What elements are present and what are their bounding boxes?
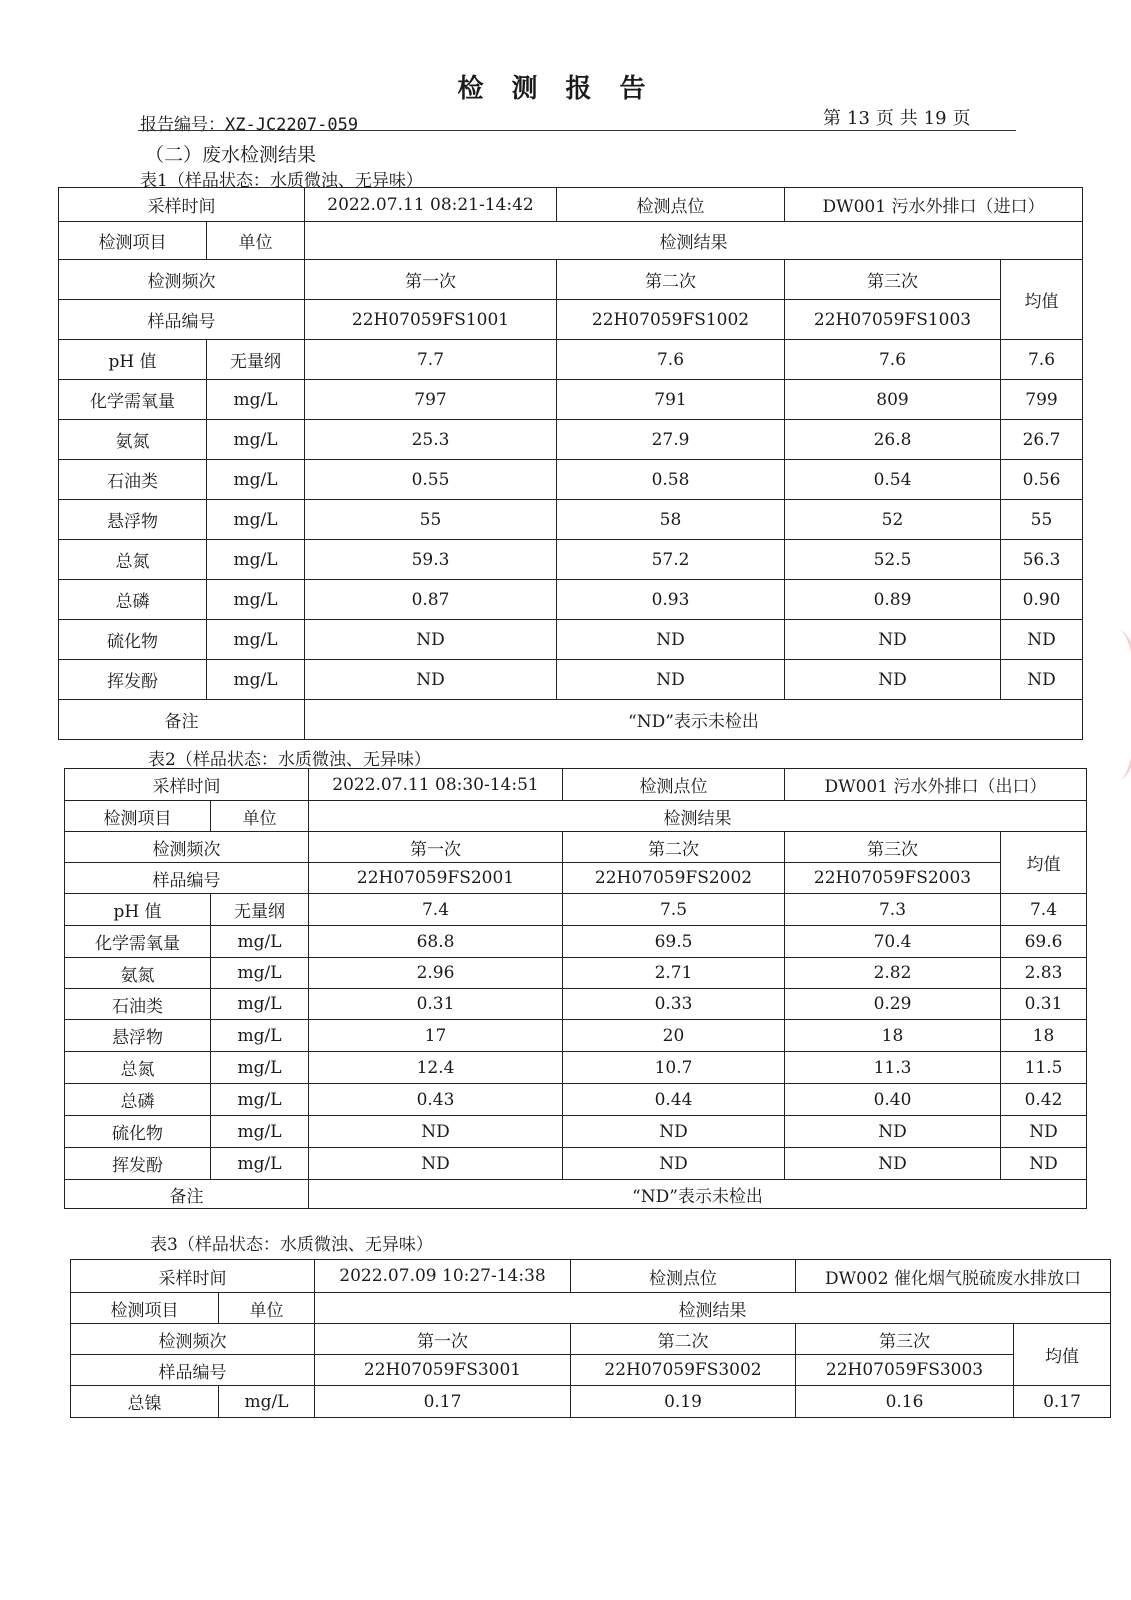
stamp-mark xyxy=(1096,630,1131,780)
value-cell: 27.9 xyxy=(557,420,785,460)
table-row xyxy=(59,660,1083,700)
section-title: （二）废水检测结果 xyxy=(145,144,317,166)
item-cell: 硫化物 xyxy=(59,620,207,660)
avg-cell: 0.90 xyxy=(1001,580,1083,620)
header-rule xyxy=(138,130,1016,131)
value-cell: ND xyxy=(309,1116,563,1148)
location-label: 检测点位 xyxy=(557,188,785,222)
unit-cell: 无量纲 xyxy=(211,894,309,926)
avg-cell: ND xyxy=(1001,620,1083,660)
table-row xyxy=(65,958,1087,989)
value-cell: 7.7 xyxy=(305,340,557,380)
sampling-time-value: 2022.07.09 10:27-14:38 xyxy=(315,1260,571,1293)
item-cell: 化学需氧量 xyxy=(65,926,211,958)
value-cell: 17 xyxy=(309,1020,563,1052)
unit-header: 单位 xyxy=(211,801,309,832)
avg-header: 均值 xyxy=(1001,832,1087,894)
unit-cell: 无量纲 xyxy=(207,340,305,380)
value-cell: 26.8 xyxy=(785,420,1001,460)
frequency-label: 检测频次 xyxy=(71,1324,315,1355)
remark-value: “ND”表示未检出 xyxy=(305,700,1083,740)
item-cell: 总磷 xyxy=(65,1084,211,1116)
frequency-label: 检测频次 xyxy=(65,832,309,863)
value-cell: 57.2 xyxy=(557,540,785,580)
value-cell: 0.16 xyxy=(796,1386,1014,1418)
value-cell: 68.8 xyxy=(309,926,563,958)
value-cell: 69.5 xyxy=(563,926,785,958)
value-cell: 0.31 xyxy=(309,989,563,1020)
item-cell: 硫化物 xyxy=(65,1116,211,1148)
sample-no-3: 22H07059FS2003 xyxy=(785,863,1001,894)
table-row xyxy=(59,500,1083,540)
sample-no-3: 22H07059FS1003 xyxy=(785,300,1001,340)
item-cell: 化学需氧量 xyxy=(59,380,207,420)
sample-no-label: 样品编号 xyxy=(71,1355,315,1386)
avg-header: 均值 xyxy=(1014,1324,1111,1386)
table3 xyxy=(70,1259,1111,1418)
result-header: 检测结果 xyxy=(305,222,1083,260)
unit-cell: mg/L xyxy=(211,1052,309,1084)
location-label: 检测点位 xyxy=(563,769,785,801)
value-cell: ND xyxy=(785,1148,1001,1180)
value-cell: ND xyxy=(305,660,557,700)
sample-no-3: 22H07059FS3003 xyxy=(796,1355,1014,1386)
value-cell: 0.40 xyxy=(785,1084,1001,1116)
table3-caption: 表3（样品状态：水质微浊、无异味） xyxy=(150,1235,433,1255)
value-cell: 10.7 xyxy=(563,1052,785,1084)
table-row xyxy=(59,580,1083,620)
value-cell: ND xyxy=(557,620,785,660)
table1-caption: 表1（样品状态：水质微浊、无异味） xyxy=(140,171,423,191)
result-header: 检测结果 xyxy=(309,801,1087,832)
avg-cell: 799 xyxy=(1001,380,1083,420)
value-cell: 0.19 xyxy=(571,1386,796,1418)
sample-no-2: 22H07059FS2002 xyxy=(563,863,785,894)
table-row xyxy=(59,460,1083,500)
avg-cell: 55 xyxy=(1001,500,1083,540)
value-cell: 797 xyxy=(305,380,557,420)
avg-cell: 11.5 xyxy=(1001,1052,1087,1084)
location-label: 检测点位 xyxy=(571,1260,796,1293)
avg-cell: 0.17 xyxy=(1014,1386,1111,1418)
sampling-time-label: 采样时间 xyxy=(65,769,309,801)
table-row xyxy=(59,340,1083,380)
item-header: 检测项目 xyxy=(65,801,211,832)
value-cell: 0.87 xyxy=(305,580,557,620)
value-cell: ND xyxy=(785,660,1001,700)
item-header: 检测项目 xyxy=(59,222,207,260)
table2 xyxy=(64,768,1087,1209)
avg-cell: 56.3 xyxy=(1001,540,1083,580)
unit-header: 单位 xyxy=(207,222,305,260)
value-cell: 25.3 xyxy=(305,420,557,460)
item-cell: pH 值 xyxy=(59,340,207,380)
avg-cell: 0.31 xyxy=(1001,989,1087,1020)
sampling-time-label: 采样时间 xyxy=(71,1260,315,1293)
value-cell: 70.4 xyxy=(785,926,1001,958)
page-info xyxy=(820,104,974,130)
sample-no-label: 样品编号 xyxy=(65,863,309,894)
value-cell: 0.29 xyxy=(785,989,1001,1020)
third-header: 第三次 xyxy=(785,260,1001,300)
sampling-time-value: 2022.07.11 08:21-14:42 xyxy=(305,188,557,222)
sample-no-1: 22H07059FS2001 xyxy=(309,863,563,894)
value-cell: 0.54 xyxy=(785,460,1001,500)
unit-cell: mg/L xyxy=(211,1020,309,1052)
value-cell: 0.43 xyxy=(309,1084,563,1116)
value-cell: 20 xyxy=(563,1020,785,1052)
item-cell: 石油类 xyxy=(65,989,211,1020)
table-row xyxy=(65,894,1087,926)
second-header: 第二次 xyxy=(563,832,785,863)
unit-cell: mg/L xyxy=(207,660,305,700)
value-cell: 7.6 xyxy=(557,340,785,380)
unit-cell: mg/L xyxy=(219,1386,315,1418)
value-cell: 2.96 xyxy=(309,958,563,989)
item-cell: pH 值 xyxy=(65,894,211,926)
value-cell: 12.4 xyxy=(309,1052,563,1084)
second-header: 第二次 xyxy=(557,260,785,300)
value-cell: ND xyxy=(563,1116,785,1148)
value-cell: 58 xyxy=(557,500,785,540)
value-cell: 791 xyxy=(557,380,785,420)
value-cell: 18 xyxy=(785,1020,1001,1052)
unit-cell: mg/L xyxy=(207,420,305,460)
value-cell: 11.3 xyxy=(785,1052,1001,1084)
sampling-time-value: 2022.07.11 08:30-14:51 xyxy=(309,769,563,801)
table-row xyxy=(65,989,1087,1020)
page-prefix: 第 xyxy=(823,108,841,129)
avg-cell: ND xyxy=(1001,1116,1087,1148)
sample-no-label: 样品编号 xyxy=(59,300,305,340)
unit-cell: mg/L xyxy=(211,1148,309,1180)
value-cell: 52 xyxy=(785,500,1001,540)
avg-cell: 2.83 xyxy=(1001,958,1087,989)
unit-cell: mg/L xyxy=(207,540,305,580)
item-cell: 氨氮 xyxy=(59,420,207,460)
item-cell: 挥发酚 xyxy=(65,1148,211,1180)
table2-caption: 表2（样品状态：水质微浊、无异味） xyxy=(148,750,431,770)
avg-cell: 26.7 xyxy=(1001,420,1083,460)
remark-label: 备注 xyxy=(59,700,305,740)
table-row xyxy=(65,926,1087,958)
avg-cell: 69.6 xyxy=(1001,926,1087,958)
sample-no-2: 22H07059FS3002 xyxy=(571,1355,796,1386)
third-header: 第三次 xyxy=(785,832,1001,863)
unit-cell: mg/L xyxy=(207,380,305,420)
value-cell: 0.89 xyxy=(785,580,1001,620)
result-header: 检测结果 xyxy=(315,1293,1111,1324)
avg-cell: 7.6 xyxy=(1001,340,1083,380)
unit-cell: mg/L xyxy=(207,460,305,500)
table-row xyxy=(65,1020,1087,1052)
sample-no-2: 22H07059FS1002 xyxy=(557,300,785,340)
avg-cell: 0.56 xyxy=(1001,460,1083,500)
table-row xyxy=(59,540,1083,580)
value-cell: 0.44 xyxy=(563,1084,785,1116)
value-cell: 59.3 xyxy=(305,540,557,580)
value-cell: 2.71 xyxy=(563,958,785,989)
location-value: DW001 污水外排口（进口） xyxy=(785,188,1083,222)
value-cell: 0.93 xyxy=(557,580,785,620)
item-header: 检测项目 xyxy=(71,1293,219,1324)
value-cell: 0.55 xyxy=(305,460,557,500)
page-number: 13 xyxy=(847,108,870,129)
value-cell: 809 xyxy=(785,380,1001,420)
value-cell: 7.3 xyxy=(785,894,1001,926)
unit-cell: mg/L xyxy=(211,1084,309,1116)
unit-cell: mg/L xyxy=(211,989,309,1020)
unit-cell: mg/L xyxy=(211,926,309,958)
value-cell: 7.4 xyxy=(309,894,563,926)
first-header: 第一次 xyxy=(309,832,563,863)
unit-cell: mg/L xyxy=(211,1116,309,1148)
third-header: 第三次 xyxy=(796,1324,1014,1355)
item-cell: 悬浮物 xyxy=(59,500,207,540)
table1 xyxy=(58,187,1083,740)
item-cell: 氨氮 xyxy=(65,958,211,989)
report-number-label: 报告编号： xyxy=(140,115,225,135)
value-cell: ND xyxy=(309,1148,563,1180)
value-cell: 52.5 xyxy=(785,540,1001,580)
avg-cell: ND xyxy=(1001,1148,1087,1180)
item-cell: 总镍 xyxy=(71,1386,219,1418)
table-row xyxy=(65,1116,1087,1148)
item-cell: 悬浮物 xyxy=(65,1020,211,1052)
value-cell: 7.5 xyxy=(563,894,785,926)
sampling-time-label: 采样时间 xyxy=(59,188,305,222)
table-row xyxy=(65,1052,1087,1084)
report-number xyxy=(140,110,358,135)
unit-cell: mg/L xyxy=(207,500,305,540)
location-value: DW001 污水外排口（出口） xyxy=(785,769,1087,801)
first-header: 第一次 xyxy=(305,260,557,300)
item-cell: 挥发酚 xyxy=(59,660,207,700)
value-cell: 7.6 xyxy=(785,340,1001,380)
value-cell: ND xyxy=(785,1116,1001,1148)
table-row xyxy=(65,1148,1087,1180)
value-cell: 0.58 xyxy=(557,460,785,500)
sample-no-1: 22H07059FS3001 xyxy=(315,1355,571,1386)
page-suffix: 页 xyxy=(952,108,971,129)
table-row xyxy=(71,1386,1111,1418)
avg-header: 均值 xyxy=(1001,260,1083,340)
item-cell: 总氮 xyxy=(65,1052,211,1084)
avg-cell: ND xyxy=(1001,660,1083,700)
page-mid: 页 共 xyxy=(875,108,918,129)
report-number-value: XZ-JC2207-059 xyxy=(225,115,359,135)
value-cell: ND xyxy=(557,660,785,700)
sample-no-1: 22H07059FS1001 xyxy=(305,300,557,340)
value-cell: ND xyxy=(785,620,1001,660)
table-row xyxy=(65,1084,1087,1116)
frequency-label: 检测频次 xyxy=(59,260,305,300)
unit-header: 单位 xyxy=(219,1293,315,1324)
avg-cell: 0.42 xyxy=(1001,1084,1087,1116)
value-cell: 55 xyxy=(305,500,557,540)
table-row xyxy=(59,420,1083,460)
table-row xyxy=(59,620,1083,660)
second-header: 第二次 xyxy=(571,1324,796,1355)
unit-cell: mg/L xyxy=(207,620,305,660)
unit-cell: mg/L xyxy=(211,958,309,989)
value-cell: 0.17 xyxy=(315,1386,571,1418)
value-cell: 0.33 xyxy=(563,989,785,1020)
value-cell: ND xyxy=(563,1148,785,1180)
remark-label: 备注 xyxy=(65,1180,309,1209)
avg-cell: 7.4 xyxy=(1001,894,1087,926)
first-header: 第一次 xyxy=(315,1324,571,1355)
item-cell: 总氮 xyxy=(59,540,207,580)
unit-cell: mg/L xyxy=(207,580,305,620)
avg-cell: 18 xyxy=(1001,1020,1087,1052)
location-value: DW002 催化烟气脱硫废水排放口 xyxy=(796,1260,1111,1293)
item-cell: 石油类 xyxy=(59,460,207,500)
item-cell: 总磷 xyxy=(59,580,207,620)
page-total: 19 xyxy=(923,108,947,129)
table-row xyxy=(59,380,1083,420)
document-title: 检测报告 xyxy=(457,74,674,104)
remark-value: “ND”表示未检出 xyxy=(309,1180,1087,1209)
value-cell: ND xyxy=(305,620,557,660)
value-cell: 2.82 xyxy=(785,958,1001,989)
